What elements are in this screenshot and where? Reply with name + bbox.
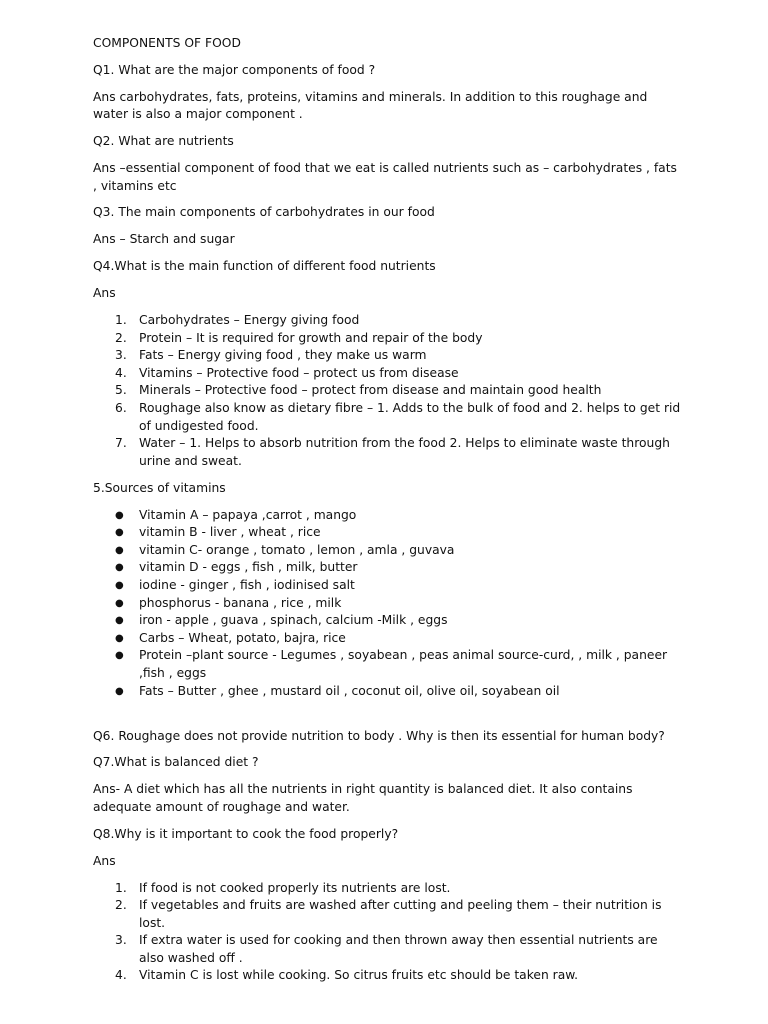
question-6: Q6. Roughage does not provide nutrition to body . Why is then its essential for human body? [93, 728, 665, 743]
list-number: 3. [115, 933, 127, 948]
list-item [93, 524, 683, 542]
question-8: Q8.Why is it important to cook the food properly? [93, 826, 399, 841]
list-number: 5. [115, 383, 127, 398]
list-item [93, 435, 683, 470]
list-text: Fats – Butter , ghee , mustard oil , coconut oil, olive oil, soyabean oil [139, 683, 560, 698]
bullet-icon: ● [115, 615, 124, 627]
bullet-icon: ● [115, 527, 124, 539]
bullet-icon: ● [115, 685, 124, 697]
list-item [93, 932, 683, 967]
answer-1: Ans carbohydrates, fats, proteins, vitamins and minerals. In addition to this roughage and water is also a major component . [93, 89, 648, 122]
bullet-icon: ● [115, 650, 124, 662]
list-number: 1. [115, 313, 127, 328]
list-item [93, 312, 683, 330]
list-text: Fats – Energy giving food , they make us warm [139, 348, 427, 363]
answer-7: Ans- A diet which has all the nutrients in right quantity is balanced diet. It also contains adequate amount of roughage and water. [93, 782, 633, 814]
question-1: Q1. What are the major components of food ? [93, 62, 376, 77]
list-text: Protein –plant source - Legumes , soyabean , peas animal source-curd, , milk , paneer ,fish , eggs [139, 648, 668, 680]
list-number: 4. [115, 968, 127, 983]
list-text: Roughage also know as dietary fibre – 1. Adds to the bulk of food and 2. helps to get rid of undigested food. [139, 400, 681, 433]
list-number: 1. [115, 880, 127, 895]
answer-4-label: Ans [93, 286, 116, 301]
list-number: 3. [115, 348, 127, 363]
cooking-reasons-list [93, 880, 683, 986]
list-text: Vitamin C is lost while cooking. So citrus fruits etc should be taken raw. [139, 968, 579, 983]
list-text: Minerals – Protective food – protect from disease and maintain good health [139, 383, 602, 398]
list-number: 2. [115, 898, 127, 913]
list-item [93, 683, 683, 701]
list-text: phosphorus - banana , rice , milk [139, 595, 342, 610]
list-text: If extra water is used for cooking and then thrown away then essential nutrients are also washed off . [139, 933, 658, 965]
list-number: 6. [115, 400, 127, 415]
list-number: 2. [115, 330, 127, 345]
bullet-icon: ● [115, 597, 124, 609]
bullet-icon: ● [115, 562, 124, 574]
list-item [93, 630, 683, 648]
list-item [93, 347, 683, 365]
list-text: vitamin B - liver , wheat , rice [139, 525, 321, 540]
question-5: 5.Sources of vitamins [93, 480, 226, 495]
question-2: Q2. What are nutrients [93, 134, 234, 149]
question-3: Q3. The main components of carbohydrates in our food [93, 205, 435, 220]
list-text: Vitamin A – papaya ,carrot , mango [139, 507, 357, 522]
document-page [93, 35, 683, 994]
answer-8-label: Ans [93, 853, 116, 868]
list-item [93, 365, 683, 383]
list-item [93, 595, 683, 613]
list-text: If vegetables and fruits are washed after cutting and peeling them – their nutrition is lost. [139, 898, 662, 930]
list-item [93, 559, 683, 577]
list-text: Carbs – Wheat, potato, bajra, rice [139, 630, 346, 645]
list-text: Water – 1. Helps to absorb nutrition from the food 2. Helps to eliminate waste through urine and sweat. [139, 436, 670, 468]
bullet-icon: ● [115, 580, 124, 592]
list-item [93, 897, 683, 932]
answer-2: Ans –essential component of food that we eat is called nutrients such as – carbohydrates , fats , vitamins etc [93, 161, 677, 193]
list-text: Vitamins – Protective food – protect us from disease [139, 365, 459, 380]
list-text: If food is not cooked properly its nutrients are lost. [139, 880, 451, 895]
bullet-icon: ● [115, 509, 124, 521]
list-text: Protein – It is required for growth and repair of the body [139, 330, 483, 345]
list-item [93, 382, 683, 400]
bullet-icon: ● [115, 632, 124, 644]
list-number: 4. [115, 365, 127, 380]
answer-3: Ans – Starch and sugar [93, 232, 235, 247]
list-item [93, 967, 683, 985]
list-number: 7. [115, 436, 127, 451]
list-item [93, 612, 683, 630]
list-item [93, 330, 683, 348]
list-text: Carbohydrates – Energy giving food [139, 313, 360, 328]
list-text: iodine - ginger , fish , iodinised salt [139, 578, 355, 593]
document-title: COMPONENTS OF FOOD [93, 36, 241, 50]
nutrient-functions-list [93, 312, 683, 470]
bullet-icon: ● [115, 544, 124, 556]
question-4: Q4.What is the main function of different food nutrients [93, 259, 436, 274]
list-item [93, 400, 683, 435]
list-item [93, 647, 683, 682]
list-item [93, 577, 683, 595]
list-item [93, 507, 683, 525]
vitamin-sources-list [93, 507, 683, 701]
question-7: Q7.What is balanced diet ? [93, 755, 259, 770]
list-text: iron - apple , guava , spinach, calcium -Milk , eggs [139, 613, 448, 628]
list-text: vitamin C- orange , tomato , lemon , amla , guvava [139, 542, 455, 557]
list-text: vitamin D - eggs , fish , milk, butter [139, 560, 358, 575]
list-item [93, 542, 683, 560]
list-item [93, 880, 683, 898]
blank-line [93, 710, 683, 728]
